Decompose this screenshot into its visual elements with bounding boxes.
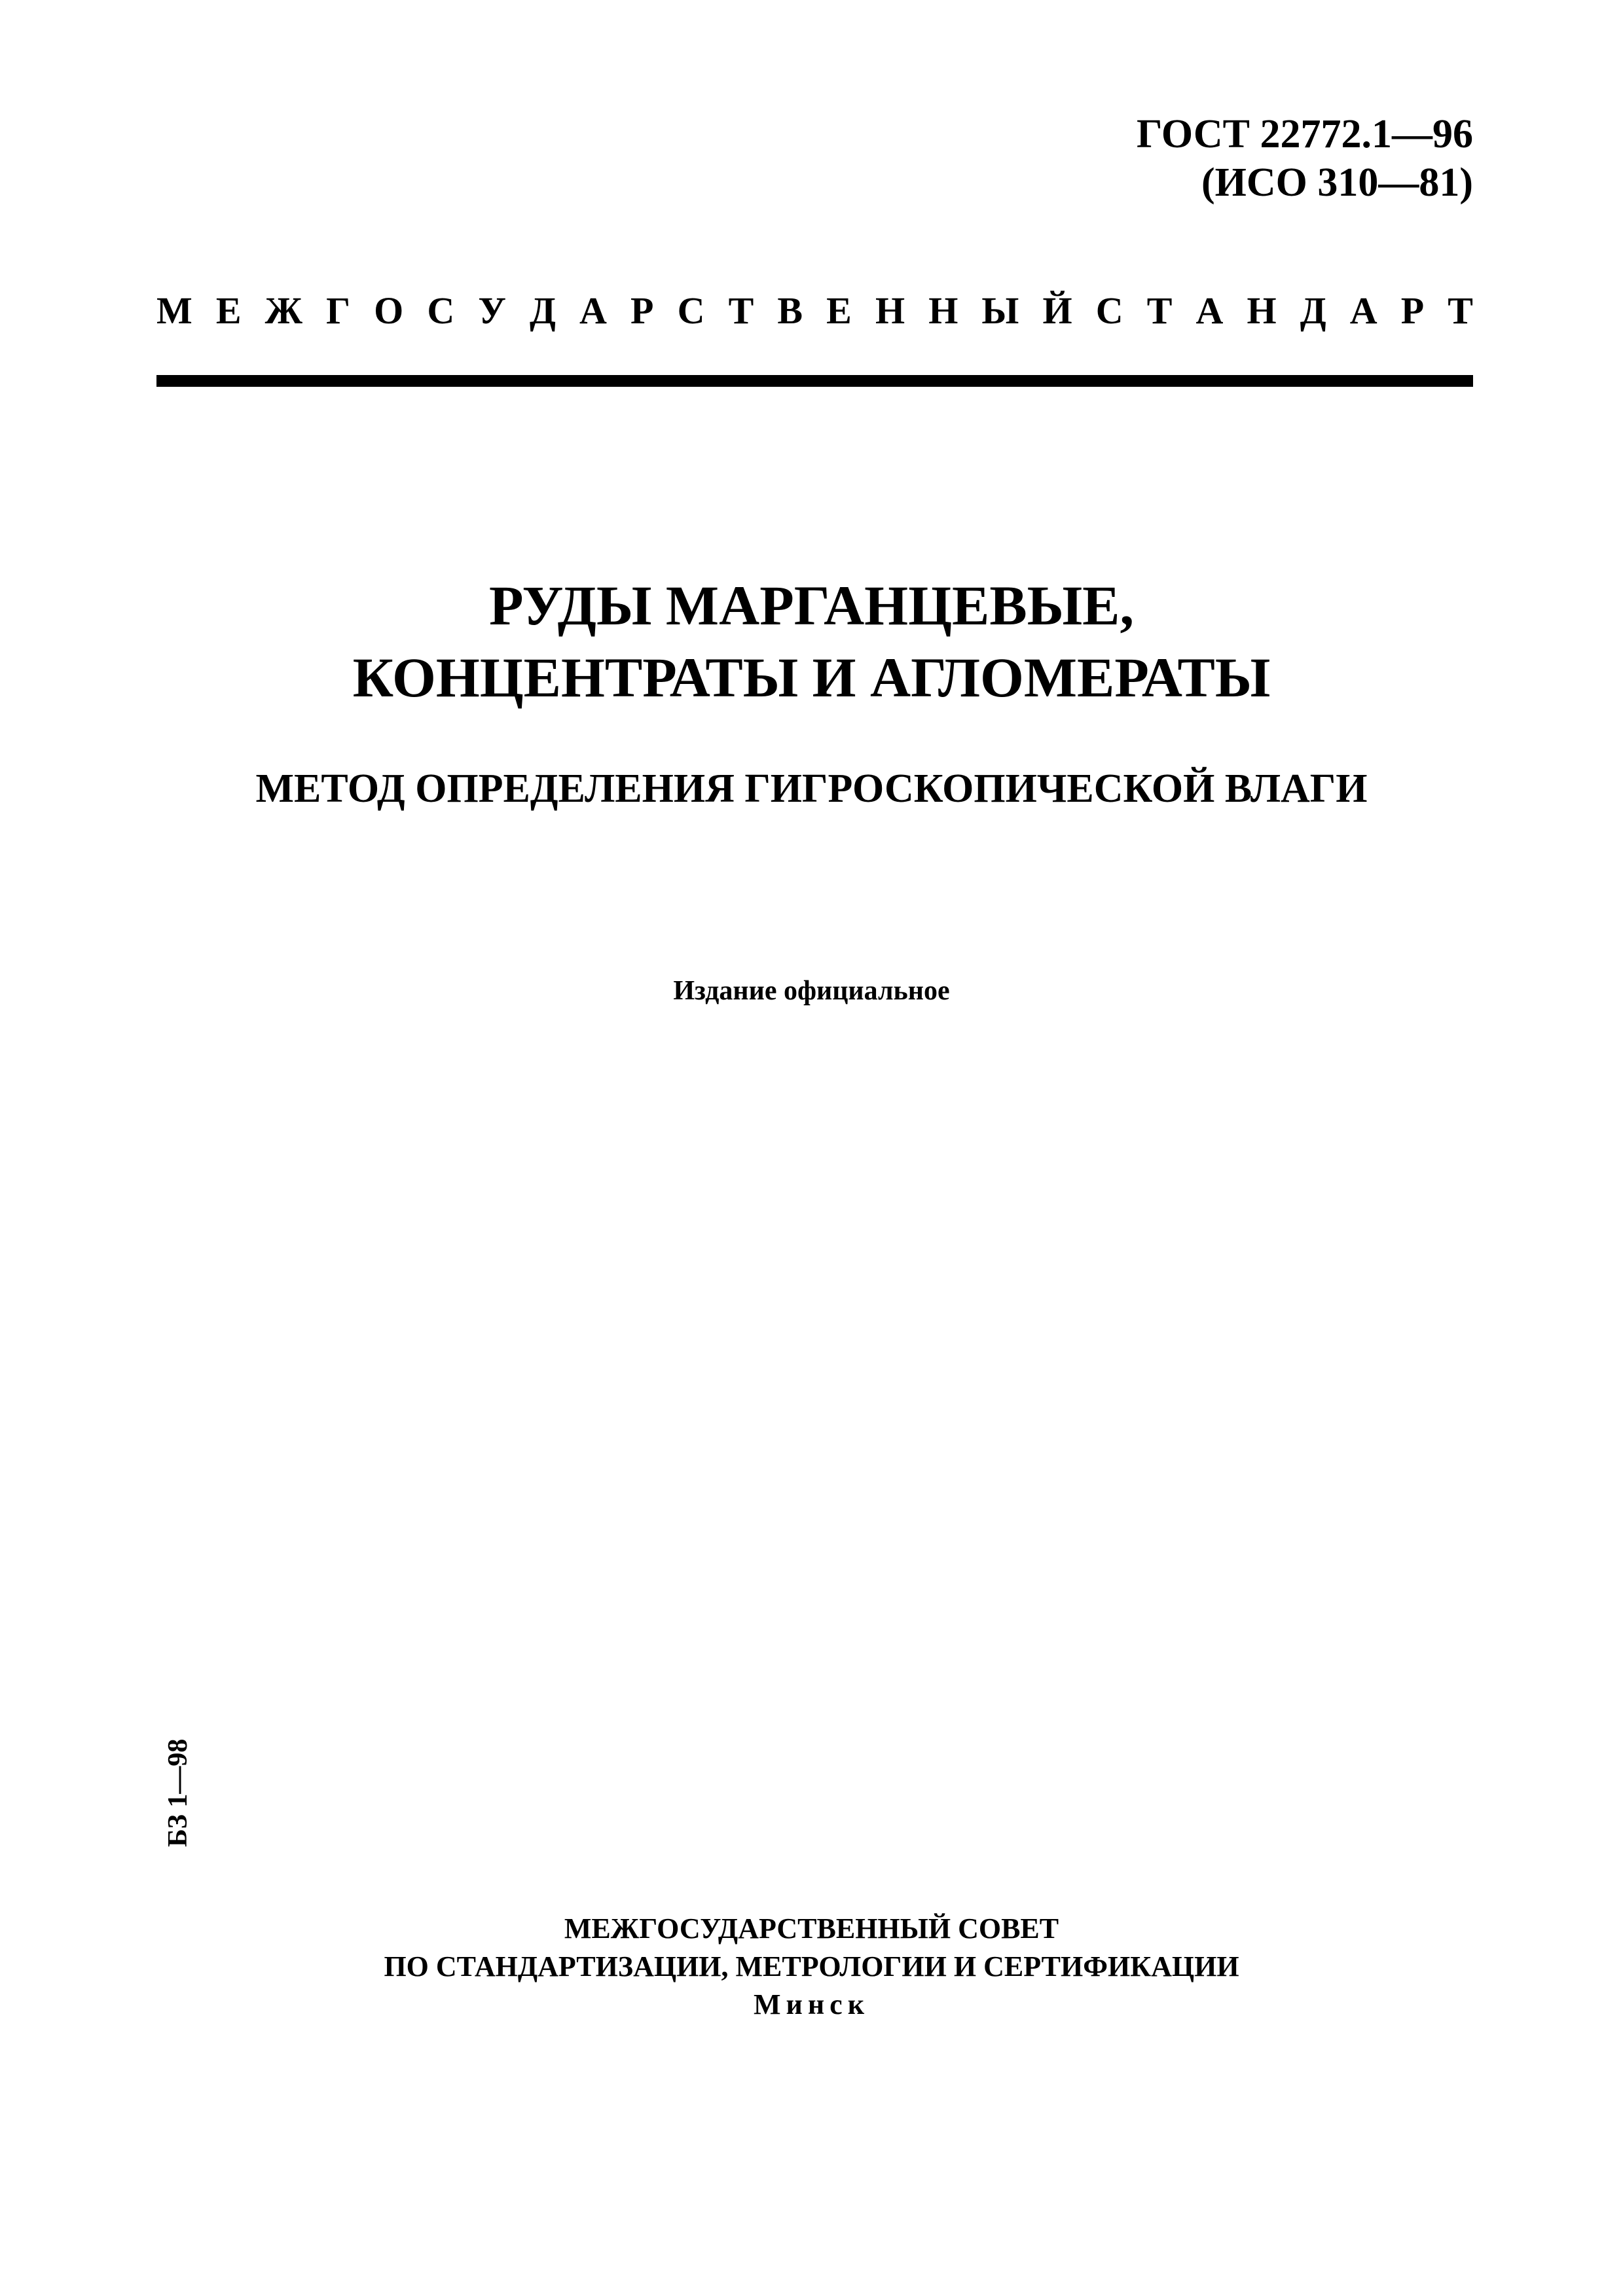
iso-reference: (ИСО 310—81) xyxy=(1201,160,1473,205)
publisher-city: Минск xyxy=(753,1988,870,2020)
document-identifier xyxy=(1137,110,1473,207)
document-title xyxy=(0,569,1623,713)
publisher-line-2: ПО СТАНДАРТИЗАЦИИ, МЕТРОЛОГИИ И СЕРТИФИКАЦИИ xyxy=(384,1950,1239,1982)
title-line-2: КОНЦЕНТРАТЫ И АГЛОМЕРАТЫ xyxy=(352,646,1271,709)
title-line-1: РУДЫ МАРГАНЦЕВЫЕ, xyxy=(488,574,1134,637)
document-subtitle: МЕТОД ОПРЕДЕЛЕНИЯ ГИГРОСКОПИЧЕСКОЙ ВЛАГИ xyxy=(255,766,1368,811)
standard-type-heading: М Е Ж Г О С У Д А Р С Т В Е Н Н Ы Й С Т А Н Д А Р Т xyxy=(156,289,1473,332)
edition-note: Издание официальное xyxy=(673,976,950,1006)
publisher-block xyxy=(0,1910,1623,2024)
header-divider xyxy=(156,375,1473,387)
side-code: БЗ 1—98 xyxy=(163,1738,193,1847)
standard-designation: ГОСТ 22772.1—96 xyxy=(1136,112,1473,156)
publisher-line-1: МЕЖГОСУДАРСТВЕННЫЙ СОВЕТ xyxy=(564,1912,1059,1945)
